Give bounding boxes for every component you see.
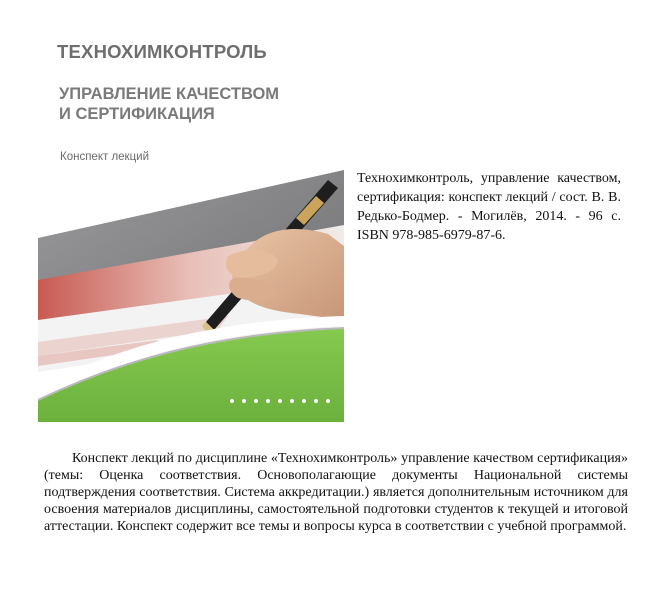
cover-subtitle: Конспект лекций [60,151,150,163]
book-cover [38,20,344,422]
bibliographic-entry: Технохимконтроль, управление качеством, сертификация: конспект лекций / сост. В. В. Редько-Бодмер. - Могилёв, 2014. - 96 с. ISBN 978-985-6979-87-6. [357,171,621,243]
annotation-paragraph: Конспект лекций по дисциплине «Технохимконтроль» управление качеством сертификация» (темы: Оценка соответствия. Основополагающие документы Национальной системы подтверждения соответствия. Система аккредитации.) является дополнительным источником для освоения материалов дисциплины, самостоятельной подготовки студентов к текущей и итоговой аттестации. Конспект содержит все темы и вопросы курса в соответствии с учебной программой. [44,451,628,534]
decorative-dots [230,399,330,403]
cover-publisher: ТЕХНОХИМКОНТРОЛЬ [57,41,267,62]
cover-title [59,84,329,124]
cover-artwork [38,20,344,422]
cover-title-line: И СЕРТИФИКАЦИЯ [59,105,215,123]
cover-title-line: УПРАВЛЕНИЕ КАЧЕСТВОМ [59,85,280,103]
